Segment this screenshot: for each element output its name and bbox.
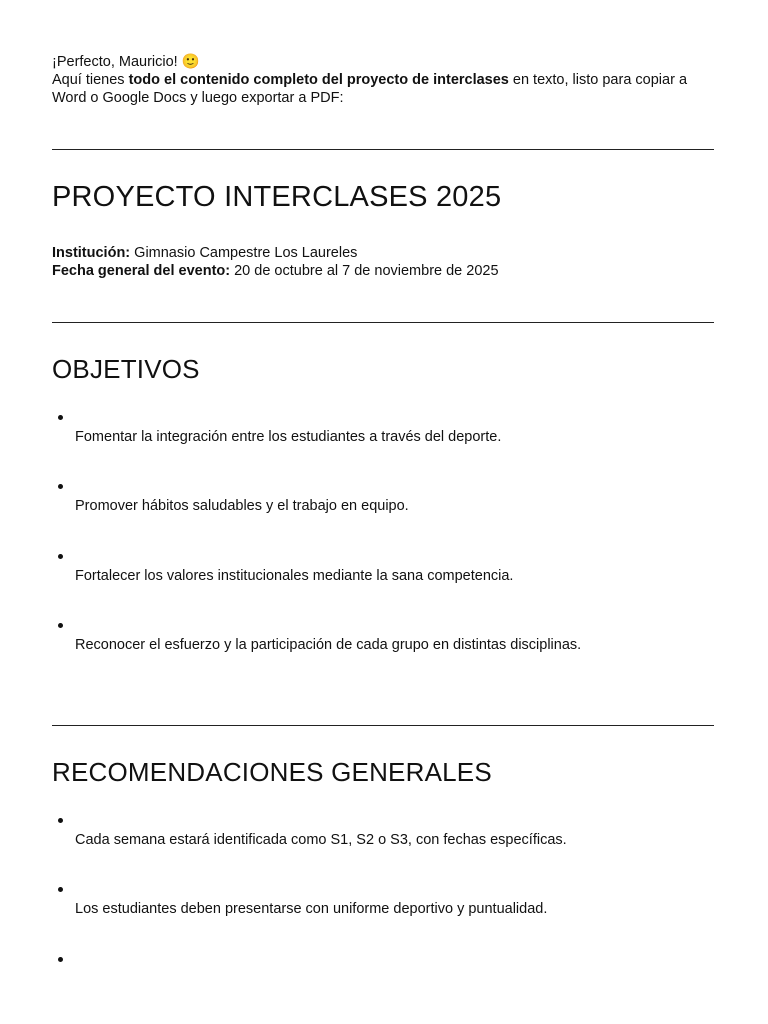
list-item	[52, 554, 714, 604]
divider	[52, 322, 714, 323]
bullet-icon	[58, 484, 63, 489]
intro-bold: todo el contenido completo del proyecto de interclases	[128, 72, 509, 88]
bullet-icon	[58, 957, 63, 962]
intro-line	[52, 71, 714, 107]
list-item	[52, 957, 714, 1007]
list-item	[52, 415, 714, 465]
institution-line	[52, 244, 499, 262]
bullet-icon	[58, 623, 63, 628]
intro-greeting: ¡Perfecto, Mauricio! 🙂	[52, 54, 200, 70]
institution-value: Gimnasio Campestre Los Laureles	[130, 245, 358, 261]
intro-paragraph	[52, 53, 714, 107]
bullet-icon	[58, 554, 63, 559]
list-item	[52, 818, 714, 868]
page-title: PROYECTO INTERCLASES 2025	[52, 181, 502, 213]
bullet-icon	[58, 887, 63, 892]
date-label: Fecha general del evento:	[52, 263, 231, 279]
list-item-text: Fortalecer los valores institucionales mediante la sana competencia.	[75, 568, 514, 584]
divider	[52, 149, 714, 150]
list-item-text: Los estudiantes deben presentarse con uniforme deportivo y puntualidad.	[75, 901, 548, 917]
intro-prefix: Aquí tienes	[52, 72, 129, 88]
list-item-text: Cada semana estará identificada como S1, S2 o S3, con fechas específicas.	[75, 832, 567, 848]
divider	[52, 725, 714, 726]
intro-suffix: en texto, listo para copiar a Word o Google Docs y luego exportar a PDF:	[52, 72, 688, 106]
list-item	[52, 623, 714, 673]
recommendations-heading: RECOMENDACIONES GENERALES	[52, 757, 492, 787]
bullet-icon	[58, 818, 63, 823]
date-line	[52, 262, 499, 280]
objectives-heading: OBJETIVOS	[52, 354, 200, 384]
list-item-text: Reconocer el esfuerzo y la participación de cada grupo en distintas disciplinas.	[75, 637, 582, 653]
list-item	[52, 484, 714, 534]
list-item-text: Fomentar la integración entre los estudiantes a través del deporte.	[75, 429, 502, 445]
event-meta	[52, 244, 499, 280]
institution-label: Institución:	[52, 245, 131, 261]
bullet-icon	[58, 415, 63, 420]
list-item-text: Promover hábitos saludables y el trabajo en equipo.	[75, 498, 409, 514]
list-item	[52, 887, 714, 937]
date-value: 20 de octubre al 7 de noviembre de 2025	[230, 263, 499, 279]
